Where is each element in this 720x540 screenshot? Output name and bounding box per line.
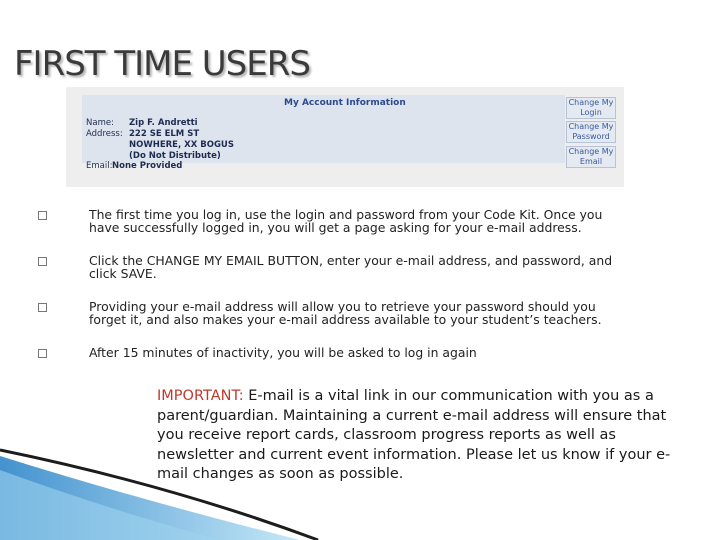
name-value: Zip F. Andretti <box>129 118 198 128</box>
address-label: Address: <box>86 129 123 139</box>
important-label: IMPORTANT: <box>157 388 244 404</box>
change-password-line2: Password <box>572 132 610 141</box>
change-login-button[interactable] <box>566 97 616 119</box>
bullet-icon <box>38 211 47 220</box>
change-email-button[interactable] <box>566 146 616 168</box>
change-login-line1: Change My <box>568 98 614 107</box>
account-info-box <box>82 95 565 171</box>
page-title: FIRST TIME USERS <box>14 44 310 84</box>
bullet-icon <box>38 349 47 358</box>
bullet-first-login: The first time you log in, use the login and password from your Code Kit. Once you have successfully logged in, you will get a page asking for your e-mail address. <box>89 207 603 235</box>
bullet-icon <box>38 257 47 266</box>
email-label: Email: <box>86 161 113 171</box>
email-value: None Provided <box>112 161 183 171</box>
change-password-button[interactable] <box>566 121 616 143</box>
account-info-screenshot <box>66 87 624 187</box>
name-label: Name: <box>86 118 114 128</box>
address-line-2: NOWHERE, XX BOGUS <box>129 140 234 150</box>
bullet-change-email: Click the CHANGE MY EMAIL BUTTON, enter your e-mail address, and password, and click SAVE. <box>89 253 613 281</box>
change-password-line1: Change My <box>568 122 614 131</box>
address-line-3: (Do Not Distribute) <box>129 151 221 161</box>
important-text: E-mail is a vital link in our communication with you as a parent/guardian. Maintaining a current e-mail address will ensure that you receive report cards, classroom progress reports as well as newsletter and current event information. Please let us know if your e-mail changes as soon as possible. <box>157 388 671 482</box>
change-login-line2: Login <box>580 108 602 117</box>
decorative-swoosh <box>0 440 720 540</box>
bullet-provide-email: Providing your e-mail address will allow you to retrieve your password should you forget it, and also makes your e-mail address available to your student’s teachers. <box>89 299 602 327</box>
change-email-line2: Email <box>579 157 603 166</box>
bullet-icon <box>38 303 47 312</box>
account-info-title: My Account Information <box>284 98 406 108</box>
change-email-line1: Change My <box>568 147 614 156</box>
bullet-inactivity: After 15 minutes of inactivity, you will be asked to log in again <box>89 345 477 360</box>
address-line-1: 222 SE ELM ST <box>129 129 200 139</box>
